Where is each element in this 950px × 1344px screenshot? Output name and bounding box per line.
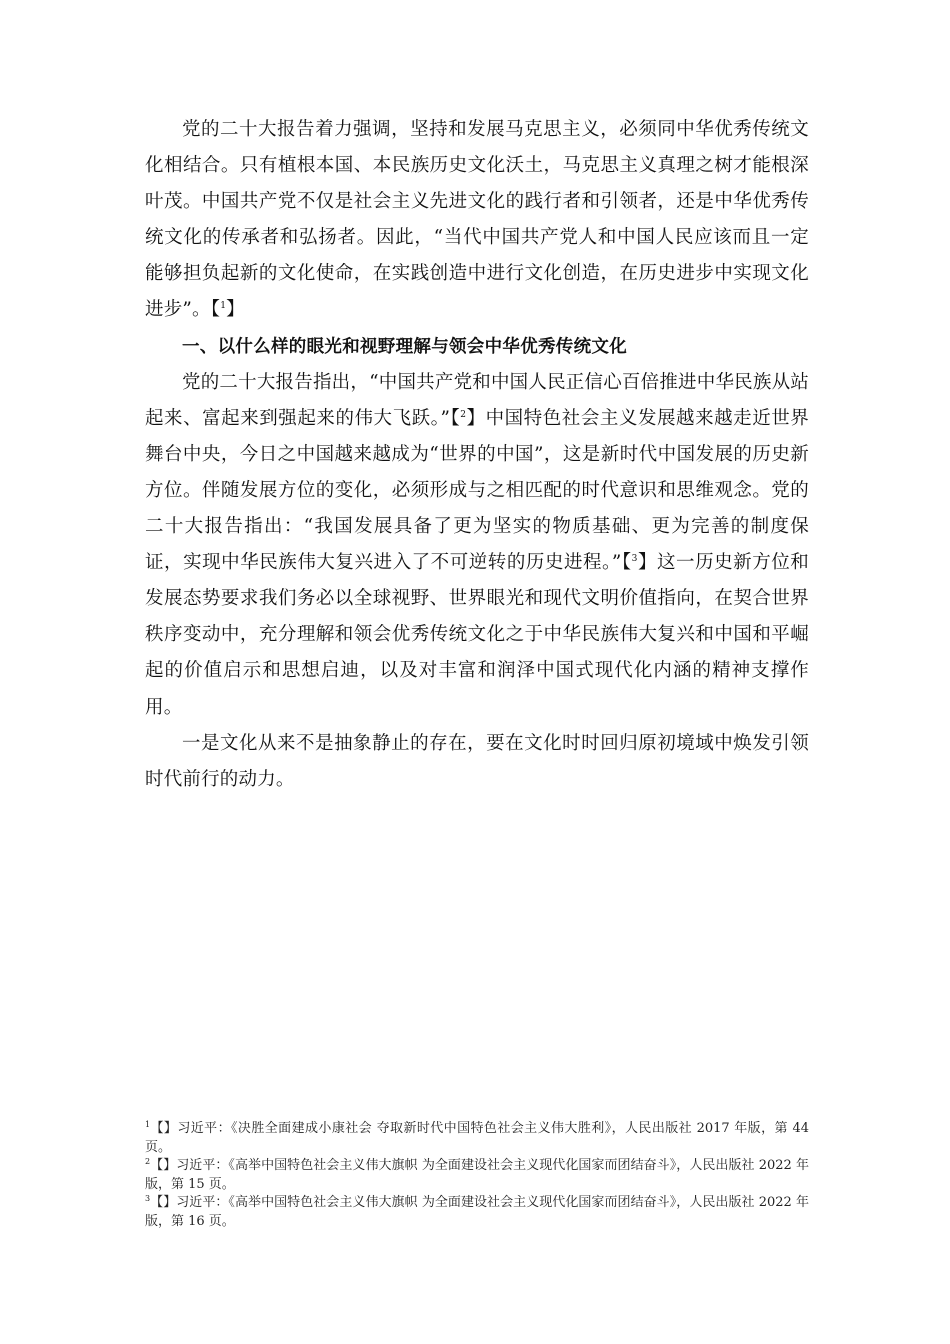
footnote-3: [145, 1194, 809, 1231]
footnote-number: 2: [145, 1157, 151, 1166]
paragraph-culture-point-one: 一是文化从来不是抽象静止的存在，要在文化时时回归原初境域中焕发引领时代前行的动力。: [145, 732, 809, 790]
citation-marker-1: 【$^1$】: [210, 299, 245, 321]
paragraph-historical-position: [145, 365, 809, 726]
footnote-1: [145, 1120, 809, 1157]
footnote-number: 1: [145, 1120, 151, 1129]
paragraph-intro: [145, 112, 809, 329]
footnote-text: 【】习近平：《高举中国特色社会主义伟大旗帜 为全面建设社会主义现代化国家而团结奋斗》，人民出版社 2022 年版，第 15 页。: [145, 1158, 809, 1192]
footnote-text: 【】习近平：《高举中国特色社会主义伟大旗帜 为全面建设社会主义现代化国家而团结奋斗》，人民出版社 2022 年版，第 16 页。: [145, 1195, 809, 1229]
footnote-2: [145, 1157, 809, 1194]
footnotes: [145, 1120, 809, 1231]
document-body: [145, 112, 809, 798]
paragraph-text-b: 中国特色社会主义发展越来越走近世界舞台中央，今日之中国越来越成为“世界的中国”，这是新时代中国发展的历史新方位。伴随发展方位的变化，必须形成与之相匹配的时代意识和思维观念。党的二十大报告指出：“我国发展具备了更为坚实的物质基础、更为完善的制度保证，实现中华民族伟大复兴进入了不可逆转的历史进程。”: [145, 407, 810, 574]
citation-marker-3: 【$^3$】: [621, 552, 657, 574]
citation-marker-2: 【$^2$】: [450, 407, 486, 429]
section-heading: 一、以什么样的眼光和视野理解与领会中华优秀传统文化: [182, 336, 627, 357]
paragraph-text-c: 这一历史新方位和发展态势要求我们务必以全球视野、世界眼光和现代文明价值指向，在契合世界秩序变动中，充分理解和领会优秀传统文化之于中华民族伟大复兴和中国和平崛起的价值启示和思想启迪，以及对丰富和润泽中国式现代化内涵的精神支撑作用。: [145, 552, 809, 718]
footnote-text: 【】习近平：《决胜全面建成小康社会 夺取新时代中国特色社会主义伟大胜利》，人民出版社 2017 年版，第 44 页。: [145, 1121, 809, 1155]
paragraph-intro-text: 党的二十大报告着力强调，坚持和发展马克思主义，必须同中华优秀传统文化相结合。只有植根本国、本民族历史文化沃土，马克思主义真理之树才能根深叶茂。中国共产党不仅是社会主义先进文化的践行者和引领者，还是中华优秀传统文化的传承者和弘扬者。因此，“当代中国共产党人和中国人民应该而且一定能够担负起新的文化使命，在实践创造中进行文化创造，在历史进步中实现文化进步”。: [145, 119, 809, 321]
paragraph-text-a: 党的二十大报告指出，“中国共产党和中国人民正信心百倍推进中华民族从站起来、富起来到强起来的伟大飞跃。”: [145, 371, 809, 429]
footnote-number: 3: [145, 1194, 151, 1203]
